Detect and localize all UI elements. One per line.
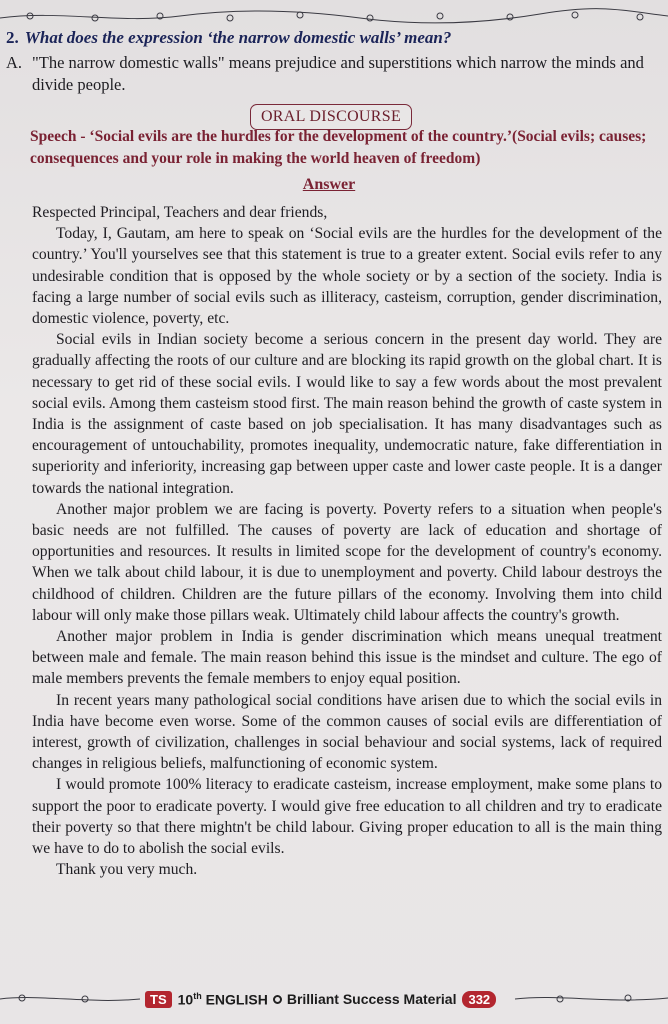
paragraph: I would promote 100% literacy to eradicate casteism, increase employment, make some plans to support the poor to eradicate poverty. I would give free education to all children and try to eradicate their poverty so that there mightn't be child labour. Giving proper education to all is the main thing we have to do to abolish the social evils. (32, 776, 662, 858)
footer-grade-suffix: th (193, 990, 202, 1001)
answer-heading (0, 176, 658, 194)
paragraph: Social evils in Indian society become a serious concern in the present day world. They are gradually affecting the roots of our culture and are blocking its rapid growth on the global chart. It is necessary to get rid of these social evils. I would like to say a few words about the most prevalent social evils. Among them casteism stood first. The main reason behind the growth of caste system in India is the assignment of caste based on job specialisation. It has many disadvantages such as encouragement of untouchability, promotes inequality, undemocratic nature, fake differentiation in superiority and inferiority, increasing gap between upper caste and lower caste people. It is a danger towards the national integration. (32, 331, 662, 497)
circle-dot-icon (273, 995, 282, 1004)
closing: Thank you very much. (56, 861, 198, 879)
ts-badge: TS (145, 991, 172, 1008)
footer-subject: ENGLISH (205, 991, 268, 1008)
answer-block (6, 52, 658, 96)
question-number: 2. (6, 28, 19, 47)
section-title-oral-discourse: ORAL DISCOURSE (250, 104, 412, 130)
top-ornament-border (0, 6, 668, 26)
greeting: Respected Principal, Teachers and dear friends, (32, 204, 328, 221)
footer-grade-number: 10 (177, 991, 194, 1008)
footer-series-title: Brilliant Success Material (286, 991, 457, 1007)
question-heading (6, 28, 656, 48)
speech-prompt: Speech - ‘Social evils are the hurdles for the development of the country.’(Social evils; causes; consequences and your role in making the world heaven of freedom) (30, 128, 647, 167)
page-footer (145, 988, 496, 1010)
speech-body (32, 202, 662, 881)
answer-label: A. (6, 53, 23, 72)
answer-text: "The narrow domestic walls" means prejudice and superstitions which narrow the minds and divide people. (32, 53, 644, 94)
paragraph: In recent years many pathological social conditions have arisen due to which the social evils in India have become even worse. Some of the common causes of social evils are differentiation of interest, growth of civilization, challenges in social behaviour and social systems, lack of required changes in religious beliefs, malfunctioning of economic system. (32, 691, 662, 773)
page-number: 332 (462, 991, 496, 1008)
answer-heading-text: Answer (302, 176, 356, 193)
footer-grade (178, 991, 268, 1008)
paragraph: Today, I, Gautam, am here to speak on ‘Social evils are the hurdles for the development of the country.’ You'll yourselves see that this statement is true to a greater extent. Social evils refer to any undesirable condition that is opposed by the whole society or by a section of the society. India is facing a large number of social evils such as illiteracy, casteism, corruption, gender discrimination, domestic violence, poverty, etc. (32, 225, 662, 328)
paragraph: Another major problem we are facing is poverty. Poverty refers to a situation when people's basic needs are not fulfilled. The causes of poverty are lack of education and shortage of opportunities and resources. It results in limited scope for the development of country's economy. When we talk about child labour, it is due to unemployment and poverty. Child labour destroys the childhood of children. Children are the future pillars of the economy. Involving them into child labour will only make those pillars weak. Ultimately child labour affects the country's growth. (32, 500, 662, 624)
question-text: What does the expression ‘the narrow domestic walls’ mean? (24, 28, 452, 47)
paragraph: Another major problem in India is gender discrimination which means unequal treatment between male and female. The main reason behind this issue is the mindset and culture. The ego of male members prevents the female members to enjoy equal position. (32, 628, 662, 688)
